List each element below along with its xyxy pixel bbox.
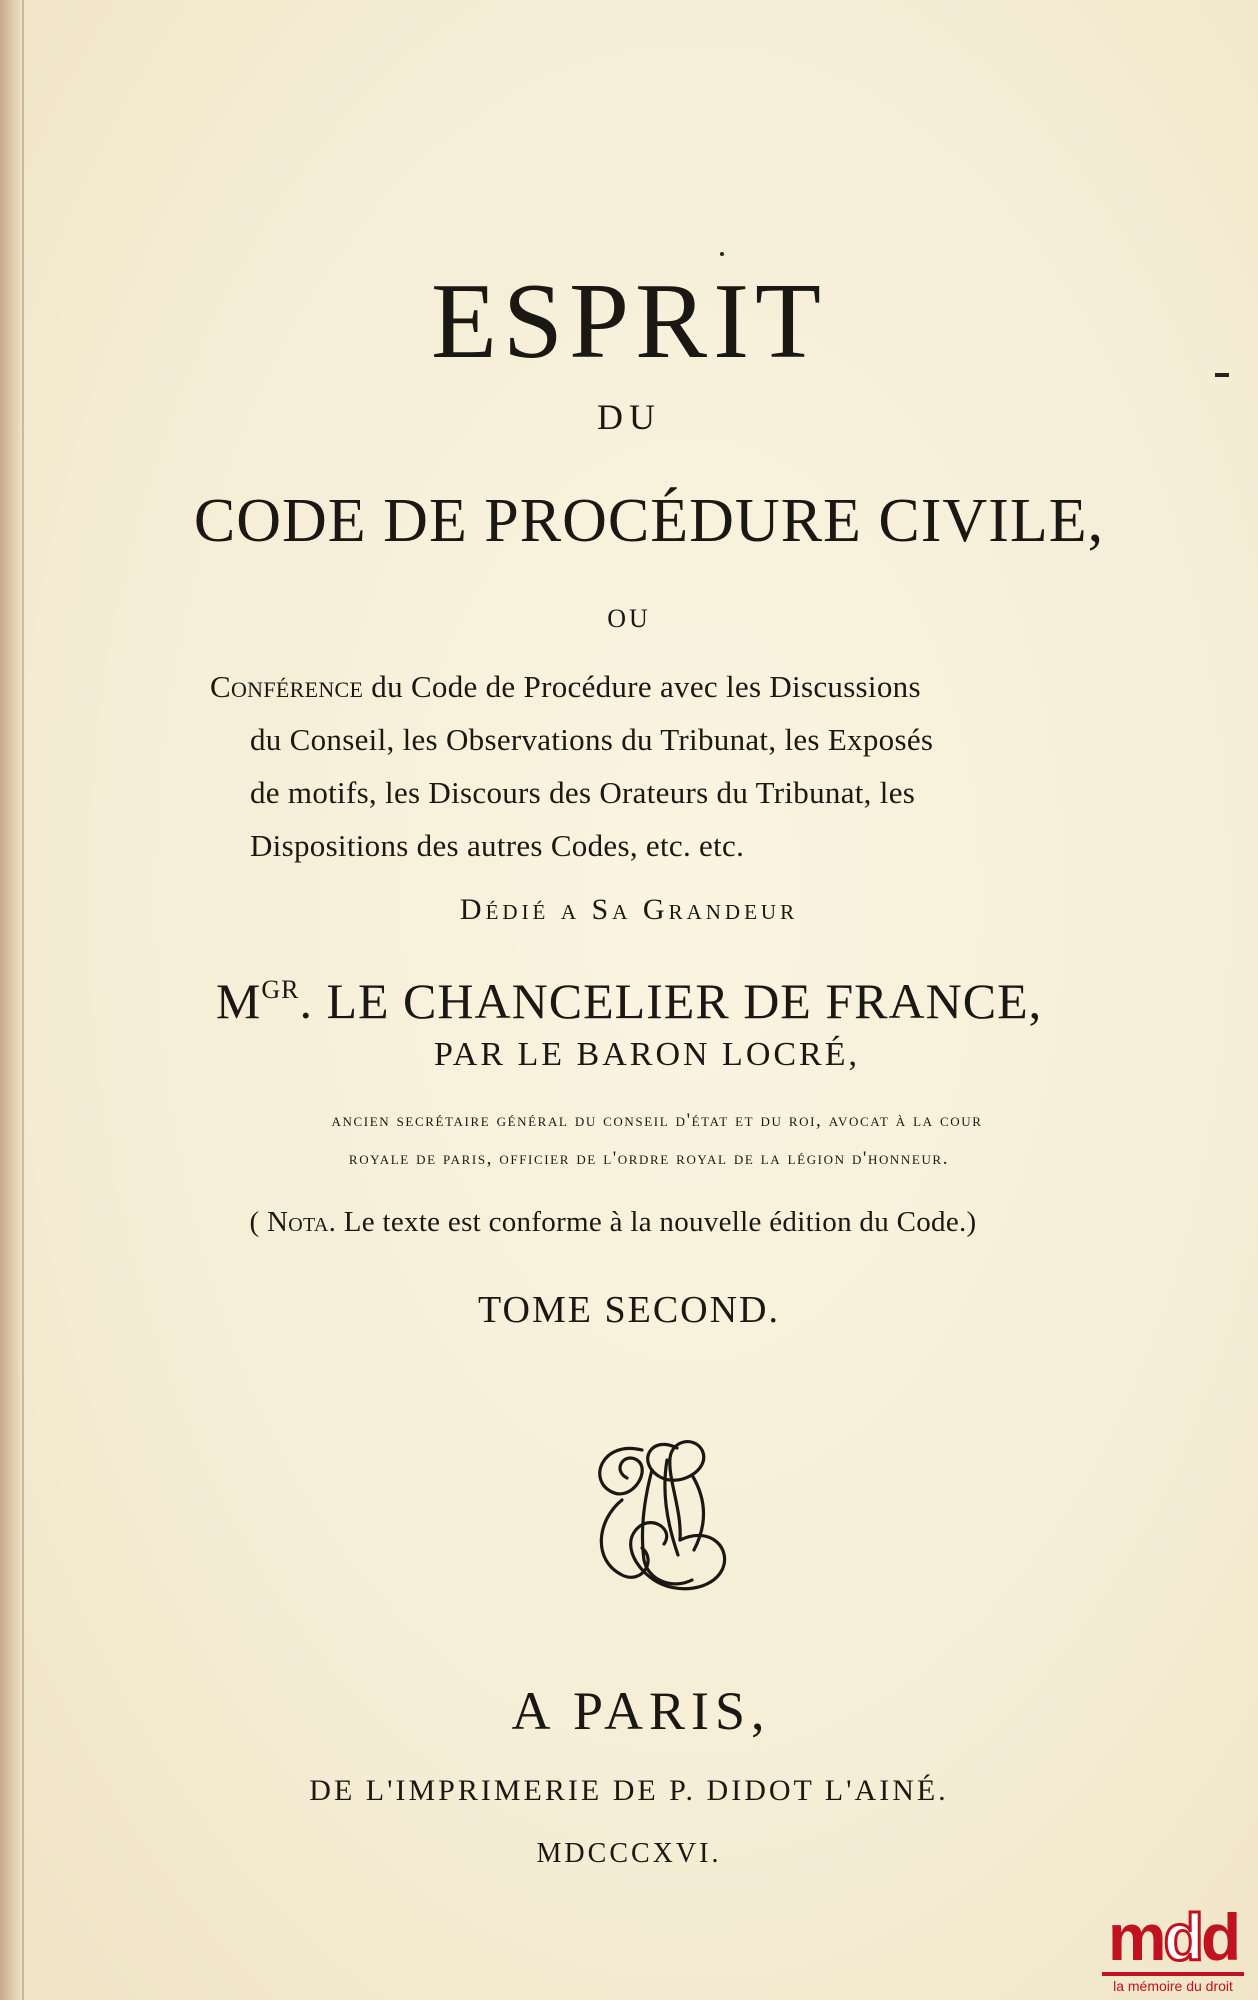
title-alternative: OU [607, 604, 651, 633]
recipient-name: . LE CHANCELIER DE FRANCE, [299, 973, 1043, 1029]
honorific: M [215, 973, 262, 1029]
edition-note [0, 1206, 1242, 1239]
logo-letter-d: d [1200, 1900, 1239, 1974]
monogram-icon [582, 1430, 742, 1600]
conference-line-3: de motifs, les Discours des Orateurs du Tribunat, les [250, 775, 916, 810]
mdd-logo-letters [1098, 1902, 1248, 1972]
logo-letter-d-outline: d [1163, 1900, 1201, 1974]
dedication-recipient [0, 960, 1258, 1031]
imprint-city: A PARIS, [511, 1681, 771, 1741]
logo-letter-m: m [1107, 1900, 1164, 1974]
title-connector: DU [597, 397, 661, 437]
imprint-year: MDCCCXVI. [536, 1838, 722, 1869]
subject-title: CODE DE PROCÉDURE CIVILE, [193, 487, 1105, 555]
logo-tagline: la mémoire du droit [1113, 1978, 1233, 1994]
dedication-line: Dédié a Sa Grandeur [459, 893, 799, 926]
conference-line-4: Dispositions des autres Codes, etc. etc. [250, 828, 745, 863]
conference-line-1: du Code de Procédure avec les Discussions [363, 669, 921, 704]
honorific-superscript: GR [261, 975, 300, 1004]
conference-lead: Conférence [210, 669, 364, 704]
volume-label: TOME SECOND. [478, 1289, 780, 1331]
note-label: Nota [267, 1206, 329, 1238]
ink-speck [720, 252, 724, 256]
note-open-paren: ( [249, 1206, 267, 1238]
imprint-printer: DE L'IMPRIMERIE DE P. DIDOT L'AINÉ. [309, 1774, 949, 1807]
mdd-watermark-logo [1098, 1902, 1248, 1996]
author-titles-line-1: ancien secrétaire général du conseil d'état et du roi, avocat à la cour [331, 1110, 983, 1131]
author-byline: PAR LE BARON LOCRÉ, [433, 1036, 861, 1073]
note-text: . Le texte est conforme à la nouvelle édition du Code.) [328, 1206, 977, 1238]
author-titles-line-2: royale de paris, officier de l'ordre royal de la légion d'honneur. [348, 1148, 950, 1169]
conference-description [210, 660, 1110, 872]
main-title: ESPRIT [430, 262, 828, 381]
conference-line-2: du Conseil, les Observations du Tribunat, les Exposés [250, 722, 934, 757]
